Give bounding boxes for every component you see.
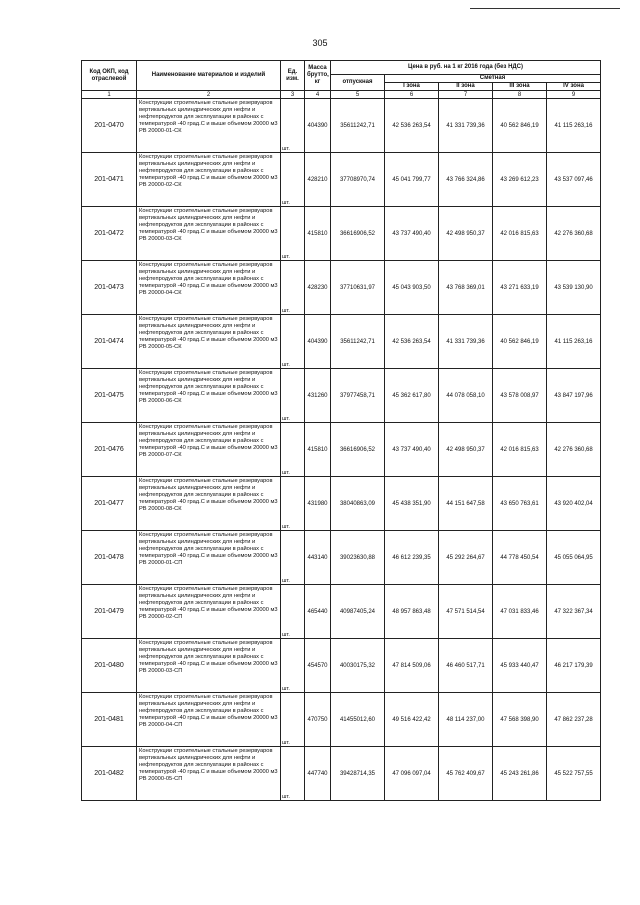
- header-zone3: III зона: [493, 83, 547, 91]
- table-body: [82, 99, 601, 801]
- zone1-price: 42 536 263,54: [385, 99, 439, 153]
- zone3-price: 43 271 633,19: [493, 261, 547, 315]
- material-name: Конструкции строительные стальные резервуаров вертикальных цилиндрических для нефти и нефтепродуктов для эксплуатации в районах с температурой -40 град.С и выше объемом 20000 м3 РВ 20000-06-СК: [137, 369, 281, 423]
- zone2-price: 47 571 514,54: [439, 585, 493, 639]
- mass: 404390: [305, 99, 331, 153]
- zone4-price: 41 115 263,16: [547, 99, 601, 153]
- table-row: [82, 99, 601, 153]
- zone2-price: 42 498 950,37: [439, 207, 493, 261]
- unit: шт.: [281, 585, 305, 639]
- mass: 454570: [305, 639, 331, 693]
- zone1-price: 47 814 509,06: [385, 639, 439, 693]
- top-rule: [470, 8, 620, 9]
- unit: шт.: [281, 423, 305, 477]
- unit: шт.: [281, 693, 305, 747]
- zone3-price: 43 578 008,97: [493, 369, 547, 423]
- table-row: [82, 693, 601, 747]
- okp-code: 201-0474: [82, 315, 137, 369]
- header-price-group: Цена в руб. на 1 кг 2016 года (без НДС): [331, 61, 601, 75]
- table-row: [82, 585, 601, 639]
- table-row: [82, 747, 601, 801]
- material-name: Конструкции строительные стальные резервуаров вертикальных цилиндрических для нефти и нефтепродуктов для эксплуатации в районах с температурой -40 град.С и выше объемом 20000 м3 РВ 20000-03-СК: [137, 207, 281, 261]
- header-estimate: Сметная: [385, 75, 601, 83]
- col-index: 3: [281, 91, 305, 99]
- zone4-price: 41 115 263,16: [547, 315, 601, 369]
- zone2-price: 45 292 264,67: [439, 531, 493, 585]
- release-price: 36616906,52: [331, 207, 385, 261]
- material-name: Конструкции строительные стальные резервуаров вертикальных цилиндрических для нефти и нефтепродуктов для эксплуатации в районах с температурой -40 град.С и выше объемом 20000 м3 РВ 20000-01-СП: [137, 531, 281, 585]
- okp-code: 201-0480: [82, 639, 137, 693]
- zone2-price: 42 498 950,37: [439, 423, 493, 477]
- zone1-price: 47 096 097,04: [385, 747, 439, 801]
- zone1-price: 45 041 799,77: [385, 153, 439, 207]
- release-price: 41455012,60: [331, 693, 385, 747]
- unit: шт.: [281, 261, 305, 315]
- material-name: Конструкции строительные стальные резервуаров вертикальных цилиндрических для нефти и нефтепродуктов для эксплуатации в районах с температурой -40 град.С и выше объемом 20000 м3 РВ 20000-02-СК: [137, 153, 281, 207]
- zone1-price: 42 536 263,54: [385, 315, 439, 369]
- okp-code: 201-0477: [82, 477, 137, 531]
- zone4-price: 45 055 064,95: [547, 531, 601, 585]
- zone3-price: 42 016 815,63: [493, 423, 547, 477]
- table-row: [82, 531, 601, 585]
- material-name: Конструкции строительные стальные резервуаров вертикальных цилиндрических для нефти и нефтепродуктов для эксплуатации в районах с температурой -40 град.С и выше объемом 20000 м3 РВ 20000-05-СП: [137, 747, 281, 801]
- material-name: Конструкции строительные стальные резервуаров вертикальных цилиндрических для нефти и нефтепродуктов для эксплуатации в районах с температурой -40 град.С и выше объемом 20000 м3 РВ 20000-07-СК: [137, 423, 281, 477]
- okp-code: 201-0476: [82, 423, 137, 477]
- release-price: 38040863,09: [331, 477, 385, 531]
- mass: 465440: [305, 585, 331, 639]
- col-index: 5: [331, 91, 385, 99]
- mass: 431260: [305, 369, 331, 423]
- zone4-price: 45 522 757,55: [547, 747, 601, 801]
- release-price: 40030175,32: [331, 639, 385, 693]
- header-name: Наименование материалов и изделий: [137, 61, 281, 91]
- table-row: [82, 369, 601, 423]
- okp-code: 201-0479: [82, 585, 137, 639]
- header-zone2: II зона: [439, 83, 493, 91]
- unit: шт.: [281, 477, 305, 531]
- header-release: отпускная: [331, 75, 385, 91]
- col-index: 4: [305, 91, 331, 99]
- col-index: 6: [385, 91, 439, 99]
- col-index: 1: [82, 91, 137, 99]
- mass: 415810: [305, 207, 331, 261]
- zone2-price: 41 331 739,36: [439, 315, 493, 369]
- col-index: 9: [547, 91, 601, 99]
- zone2-price: 44 151 647,58: [439, 477, 493, 531]
- zone4-price: 43 539 130,90: [547, 261, 601, 315]
- zone4-price: 43 537 097,46: [547, 153, 601, 207]
- okp-code: 201-0478: [82, 531, 137, 585]
- zone1-price: 49 516 422,42: [385, 693, 439, 747]
- unit: шт.: [281, 531, 305, 585]
- material-name: Конструкции строительные стальные резервуаров вертикальных цилиндрических для нефти и нефтепродуктов для эксплуатации в районах с температурой -40 град.С и выше объемом 20000 м3 РВ 20000-01-СК: [137, 99, 281, 153]
- zone3-price: 40 562 846,19: [493, 315, 547, 369]
- zone4-price: 42 276 360,68: [547, 207, 601, 261]
- mass: 428210: [305, 153, 331, 207]
- table-row: [82, 261, 601, 315]
- zone4-price: 47 862 237,28: [547, 693, 601, 747]
- mass: 470750: [305, 693, 331, 747]
- column-index-row: [82, 91, 601, 99]
- col-index: 7: [439, 91, 493, 99]
- material-name: Конструкции строительные стальные резервуаров вертикальных цилиндрических для нефти и нефтепродуктов для эксплуатации в районах с температурой -40 град.С и выше объемом 20000 м3 РВ 20000-04-СК: [137, 261, 281, 315]
- okp-code: 201-0472: [82, 207, 137, 261]
- table-row: [82, 315, 601, 369]
- okp-code: 201-0475: [82, 369, 137, 423]
- zone1-price: 43 737 490,40: [385, 207, 439, 261]
- okp-code: 201-0470: [82, 99, 137, 153]
- zone1-price: 43 737 490,40: [385, 423, 439, 477]
- zone2-price: 46 460 517,71: [439, 639, 493, 693]
- release-price: 39428714,35: [331, 747, 385, 801]
- table-row: [82, 477, 601, 531]
- col-index: 8: [493, 91, 547, 99]
- mass: 431980: [305, 477, 331, 531]
- zone1-price: 45 362 617,80: [385, 369, 439, 423]
- mass: 443140: [305, 531, 331, 585]
- unit: шт.: [281, 153, 305, 207]
- zone2-price: 45 762 409,67: [439, 747, 493, 801]
- header-zone1: I зона: [385, 83, 439, 91]
- release-price: 36616906,52: [331, 423, 385, 477]
- table-row: [82, 639, 601, 693]
- material-name: Конструкции строительные стальные резервуаров вертикальных цилиндрических для нефти и нефтепродуктов для эксплуатации в районах с температурой -40 град.С и выше объемом 20000 м3 РВ 20000-04-СП: [137, 693, 281, 747]
- page-number: 305: [312, 38, 328, 48]
- release-price: 37977458,71: [331, 369, 385, 423]
- header-okp: Код ОКП, код отраслевой: [82, 61, 137, 91]
- material-name: Конструкции строительные стальные резервуаров вертикальных цилиндрических для нефти и нефтепродуктов для эксплуатации в районах с температурой -40 град.С и выше объемом 20000 м3 РВ 20000-03-СП: [137, 639, 281, 693]
- mass: 415810: [305, 423, 331, 477]
- table-row: [82, 207, 601, 261]
- zone3-price: 43 650 763,61: [493, 477, 547, 531]
- header-mass: Масса брутто, кг: [305, 61, 331, 91]
- zone2-price: 44 078 058,10: [439, 369, 493, 423]
- mass: 428230: [305, 261, 331, 315]
- unit: шт.: [281, 747, 305, 801]
- zone4-price: 43 847 197,96: [547, 369, 601, 423]
- release-price: 35611242,71: [331, 99, 385, 153]
- okp-code: 201-0481: [82, 693, 137, 747]
- zone1-price: 45 438 351,90: [385, 477, 439, 531]
- price-table: [81, 60, 601, 801]
- zone3-price: 43 269 612,23: [493, 153, 547, 207]
- header-unit: Ед. изм.: [281, 61, 305, 91]
- okp-code: 201-0471: [82, 153, 137, 207]
- material-name: Конструкции строительные стальные резервуаров вертикальных цилиндрических для нефти и нефтепродуктов для эксплуатации в районах с температурой -40 град.С и выше объемом 20000 м3 РВ 20000-02-СП: [137, 585, 281, 639]
- zone3-price: 40 562 846,19: [493, 99, 547, 153]
- zone3-price: 47 031 833,46: [493, 585, 547, 639]
- release-price: 39023630,88: [331, 531, 385, 585]
- mass: 404390: [305, 315, 331, 369]
- table-row: [82, 153, 601, 207]
- zone3-price: 47 568 398,90: [493, 693, 547, 747]
- release-price: 35611242,71: [331, 315, 385, 369]
- zone3-price: 45 243 261,86: [493, 747, 547, 801]
- unit: шт.: [281, 639, 305, 693]
- zone2-price: 43 766 324,86: [439, 153, 493, 207]
- unit: шт.: [281, 207, 305, 261]
- zone4-price: 43 920 402,04: [547, 477, 601, 531]
- material-name: Конструкции строительные стальные резервуаров вертикальных цилиндрических для нефти и нефтепродуктов для эксплуатации в районах с температурой -40 град.С и выше объемом 20000 м3 РВ 20000-05-СК: [137, 315, 281, 369]
- zone3-price: 42 016 815,63: [493, 207, 547, 261]
- zone3-price: 44 778 450,54: [493, 531, 547, 585]
- header-zone4: IV зона: [547, 83, 601, 91]
- zone1-price: 46 612 239,35: [385, 531, 439, 585]
- table-row: [82, 423, 601, 477]
- zone4-price: 47 322 367,34: [547, 585, 601, 639]
- zone2-price: 48 114 237,00: [439, 693, 493, 747]
- unit: шт.: [281, 315, 305, 369]
- release-price: 37710631,97: [331, 261, 385, 315]
- zone3-price: 45 933 440,47: [493, 639, 547, 693]
- zone2-price: 43 768 369,01: [439, 261, 493, 315]
- zone1-price: 48 957 863,48: [385, 585, 439, 639]
- unit: шт.: [281, 369, 305, 423]
- material-name: Конструкции строительные стальные резервуаров вертикальных цилиндрических для нефти и нефтепродуктов для эксплуатации в районах с температурой -40 град.С и выше объемом 20000 м3 РВ 20000-08-СК: [137, 477, 281, 531]
- zone2-price: 41 331 739,36: [439, 99, 493, 153]
- okp-code: 201-0473: [82, 261, 137, 315]
- unit: шт.: [281, 99, 305, 153]
- zone4-price: 42 276 360,68: [547, 423, 601, 477]
- mass: 447740: [305, 747, 331, 801]
- okp-code: 201-0482: [82, 747, 137, 801]
- release-price: 40987405,24: [331, 585, 385, 639]
- release-price: 37708970,74: [331, 153, 385, 207]
- col-index: 2: [137, 91, 281, 99]
- zone1-price: 45 043 903,50: [385, 261, 439, 315]
- zone4-price: 46 217 179,39: [547, 639, 601, 693]
